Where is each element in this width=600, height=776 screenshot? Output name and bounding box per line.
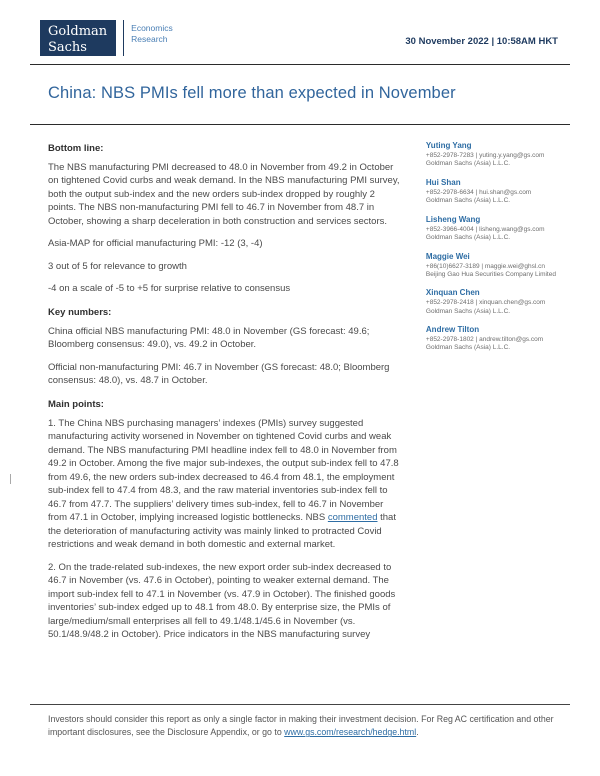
main-points-1-text-after: that the deterioration of manufacturing activity was mainly linked to protracted Covid restrictions and weak demand in both domestic and external market. — [48, 512, 396, 551]
page-margin-mark — [10, 474, 11, 484]
author-name: Xinquan Chen — [425, 288, 480, 298]
goldman-sachs-logo — [40, 20, 116, 56]
main-points-1-text-before: 1. The China NBS purchasing managers’ indexes (PMIs) survey suggested manufacturing activity worsened in November on tightened Covid curbs and weak demand. The NBS manufacturing PMI headline index fell to 48.0 in November from 49.2 in October. Among the five major sub-indexes, the output sub-index fell to 47.8 from 49.6, the new orders sub-index decreased to 46.4 from 48.1, the employment sub-index fell to 47.4 from 48.3, and the raw material inventories sub-index fell to 46.7 from 47.7. The suppliers’ delivery times sub-index, fell to 46.7 in November from 47.1 in October, implying increased logistic bottlenecks. NBS — [48, 417, 399, 524]
nbs-commented-link[interactable]: commented — [327, 512, 378, 524]
author-contact: +852-2978-1802 | andrew.tilton@gs.com — [425, 336, 544, 344]
logo-text-line1: Goldman — [48, 24, 108, 39]
author-contact: +852-2978-6634 | hui.shan@gs.com — [425, 188, 532, 196]
division-line1: Economics — [131, 23, 173, 33]
key-numbers-heading: Key numbers: — [48, 306, 112, 318]
header-rule — [30, 64, 570, 65]
author-name: Lisheng Wang — [425, 214, 481, 224]
authors-column — [426, 141, 564, 651]
division-line2: Research — [131, 34, 168, 45]
report-header — [30, 20, 570, 56]
author-block — [426, 325, 564, 353]
disclosure-footer — [30, 704, 570, 739]
author-firm: Goldman Sachs (Asia) L.L.C. — [425, 344, 511, 352]
goldman-sachs-brand — [40, 20, 173, 56]
main-points-paragraph-1 — [48, 417, 404, 552]
division-label — [124, 20, 173, 56]
key-numbers-paragraph-2: Official non-manufacturing PMI: 46.7 in November (GS forecast: 48.0; Bloomberg consensus: 48.0), vs. 48.7 in October. — [48, 361, 390, 387]
bottom-line-heading: Bottom line: — [48, 143, 104, 154]
author-name: Andrew Tilton — [425, 325, 480, 335]
author-block — [426, 215, 564, 243]
surprise-line: -4 on a scale of -5 to +5 for surprise relative to consensus — [48, 283, 291, 295]
main-points-paragraph-2: 2. On the trade-related sub-indexes, the new export order sub-index decreased to 46.7 in November (vs. 47.6 in October), pointing to weaker external demand. The import sub-index fell to 47.1 in November (vs. 47.9 in October). The finished goods inventories’ sub-index edged up to 48.1 from 48.0. By enterprise size, the PMIs of large/medium/small enterprises all fell to 49.1/48.1/45.6 in November (vs. 50.1/48.9/48.2 in October). Price indicators in the NBS manufacturing survey — [48, 561, 396, 641]
main-points-heading: Main points: — [48, 398, 104, 410]
asia-map-line: Asia-MAP for official manufacturing PMI: -12 (3, -4) — [48, 238, 263, 250]
author-name: Maggie Wei — [425, 251, 470, 261]
author-block — [426, 288, 564, 316]
disclosure-link[interactable]: www.gs.com/research/hedge.html — [284, 727, 417, 738]
author-firm: Goldman Sachs (Asia) L.L.C. — [425, 196, 511, 204]
author-contact: +86(10)6627-3189 | maggie.wei@ghsl.cn — [425, 262, 545, 270]
author-name: Yuting Yang — [425, 141, 472, 150]
author-contact: +852-2978-7283 | yuting.y.yang@gs.com — [425, 152, 545, 159]
page-title: China: NBS PMIs fell more than expected in November — [48, 84, 456, 102]
author-firm: Goldman Sachs (Asia) L.L.C. — [425, 160, 511, 168]
key-numbers-paragraph-1: China official NBS manufacturing PMI: 48.0 in November (GS forecast: 49.6; Bloomberg consensus: 49.0), vs. 49.2 in October. — [48, 325, 370, 351]
disclosure-text — [30, 705, 570, 739]
author-firm: Beijing Gao Hua Securities Company Limited — [425, 270, 556, 278]
author-firm: Goldman Sachs (Asia) L.L.C. — [425, 233, 511, 241]
relevance-line: 3 out of 5 for relevance to growth — [48, 260, 187, 272]
author-block — [426, 178, 564, 206]
author-contact: +852-3966-4004 | lisheng.wang@gs.com — [425, 225, 545, 233]
logo-text-line2: Sachs — [48, 39, 87, 55]
author-name: Hui Shan — [425, 177, 461, 187]
author-firm: Goldman Sachs (Asia) L.L.C. — [425, 307, 511, 315]
disclosure-text-after: . — [416, 727, 419, 738]
author-contact: +852-2978-2418 | xinquan.chen@gs.com — [425, 299, 546, 307]
bottom-line-paragraph-1: The NBS manufacturing PMI decreased to 48.0 in November from 49.2 in October on tightened Covid curbs and weak demand. In the NBS manufacturing PMI survey, both the output sub-index and the new orders sub-index dropped by roughly 2 points. The NBS non-manufacturing PMI fell to 46.7 in November from 48.7 in October, showing a sharp deceleration in both construction and services sectors. — [48, 162, 400, 227]
report-datetime: 30 November 2022 | 10:58AM HKT — [405, 36, 558, 47]
author-block — [426, 252, 564, 280]
author-block — [426, 141, 564, 169]
disclosure-text-before: Investors should consider this report as only a single factor in making their investment decision. For Reg AC certification and other important disclosures, see the Disclosure Appendix, or go to — [48, 714, 554, 738]
report-body — [30, 125, 570, 651]
main-column — [48, 141, 404, 651]
